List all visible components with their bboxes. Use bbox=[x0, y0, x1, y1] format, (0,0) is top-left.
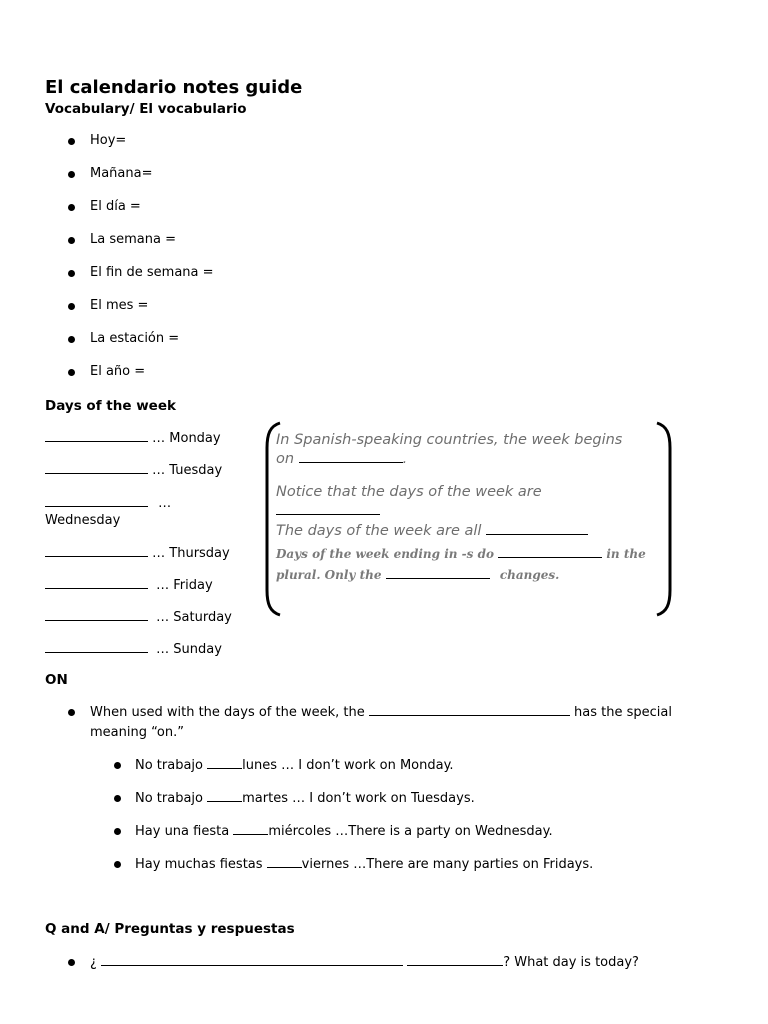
list-item bbox=[45, 430, 221, 446]
list-item bbox=[45, 495, 171, 511]
list-item: La semana = bbox=[90, 232, 176, 247]
answer-blank[interactable] bbox=[45, 577, 148, 589]
answer-blank[interactable] bbox=[101, 954, 403, 966]
day-label: … Saturday bbox=[156, 610, 232, 625]
list-item bbox=[135, 757, 454, 773]
days-heading: Days of the week bbox=[45, 398, 176, 414]
answer-blank[interactable] bbox=[386, 567, 490, 579]
on-heading: ON bbox=[45, 672, 68, 688]
bullet-icon bbox=[68, 171, 75, 178]
bullet-icon bbox=[114, 762, 121, 769]
answer-blank[interactable] bbox=[276, 503, 380, 515]
list-item: La estación = bbox=[90, 331, 180, 346]
answer-blank[interactable] bbox=[45, 545, 148, 557]
bullet-icon bbox=[114, 828, 121, 835]
on-rule-line-2: meaning “on.” bbox=[90, 725, 184, 740]
list-item: Mañana= bbox=[90, 166, 153, 181]
rule-text: has the special bbox=[574, 705, 672, 720]
answer-blank[interactable] bbox=[299, 451, 403, 463]
box-line-5 bbox=[276, 546, 646, 561]
qa-text: ? What day is today? bbox=[503, 955, 639, 970]
box-text: . bbox=[402, 451, 408, 467]
list-item: El día = bbox=[90, 199, 141, 214]
qa-text: ¿ bbox=[90, 955, 102, 970]
list-item bbox=[45, 462, 222, 478]
example-text: No trabajo bbox=[135, 758, 208, 773]
answer-blank[interactable] bbox=[45, 430, 148, 442]
answer-blank[interactable] bbox=[45, 641, 148, 653]
on-rule-line bbox=[90, 704, 672, 720]
answer-blank[interactable] bbox=[45, 495, 148, 507]
bullet-icon bbox=[68, 237, 75, 244]
example-text: lunes … I don’t work on Monday. bbox=[242, 758, 454, 773]
list-item bbox=[45, 609, 232, 625]
answer-blank[interactable] bbox=[486, 523, 588, 535]
example-text: miércoles …There is a party on Wednesday. bbox=[268, 824, 553, 839]
bullet-icon bbox=[68, 369, 75, 376]
box-text: changes. bbox=[499, 568, 560, 582]
example-text: No trabajo bbox=[135, 791, 208, 806]
box-line-3-blank-row bbox=[276, 503, 380, 519]
box-text: Days of the week ending in -s do bbox=[276, 547, 494, 561]
answer-blank[interactable] bbox=[267, 856, 302, 868]
list-item bbox=[45, 545, 230, 561]
day-label: … Friday bbox=[156, 578, 213, 593]
list-item bbox=[135, 790, 475, 806]
answer-blank[interactable] bbox=[45, 609, 148, 621]
page-title: El calendario notes guide bbox=[45, 77, 303, 98]
bullet-icon bbox=[68, 959, 75, 966]
day-label: … Tuesday bbox=[152, 463, 223, 478]
vocab-heading: Vocabulary/ El vocabulario bbox=[45, 101, 247, 117]
day-label: … bbox=[158, 496, 172, 511]
day-label: … Monday bbox=[152, 431, 221, 446]
day-label: … Sunday bbox=[156, 642, 222, 657]
bullet-icon bbox=[68, 336, 75, 343]
bullet-icon bbox=[114, 861, 121, 868]
box-line-3: Notice that the days of the week are bbox=[276, 484, 542, 500]
list-item: El mes = bbox=[90, 298, 149, 313]
bullet-icon bbox=[68, 138, 75, 145]
qa-heading: Q and A/ Preguntas y respuestas bbox=[45, 921, 295, 937]
answer-blank[interactable] bbox=[207, 757, 242, 769]
box-line-1: In Spanish-speaking countries, the week begins bbox=[276, 432, 623, 448]
list-item: Hoy= bbox=[90, 133, 127, 148]
answer-blank[interactable] bbox=[498, 546, 602, 558]
box-line-6 bbox=[276, 567, 559, 582]
box-line-2 bbox=[276, 451, 407, 467]
answer-blank[interactable] bbox=[407, 954, 503, 966]
list-item: El fin de semana = bbox=[90, 265, 214, 280]
list-item bbox=[135, 823, 553, 839]
bullet-icon bbox=[68, 204, 75, 211]
box-line-4 bbox=[276, 523, 588, 539]
rule-text: When used with the days of the week, the bbox=[90, 705, 365, 720]
answer-blank[interactable] bbox=[233, 823, 268, 835]
example-text: Hay una fiesta bbox=[135, 824, 234, 839]
box-text: plural. Only the bbox=[276, 568, 382, 582]
list-item bbox=[45, 641, 222, 657]
box-text: in the bbox=[606, 547, 646, 561]
example-text: martes … I don’t work on Tuesdays. bbox=[242, 791, 475, 806]
box-text: on bbox=[276, 451, 295, 467]
bullet-icon bbox=[114, 795, 121, 802]
box-text: The days of the week are all bbox=[276, 523, 482, 539]
answer-blank[interactable] bbox=[45, 462, 148, 474]
bullet-icon bbox=[68, 270, 75, 277]
right-bracket-icon bbox=[655, 420, 675, 618]
day-label: … Thursday bbox=[152, 546, 230, 561]
answer-blank[interactable] bbox=[369, 704, 570, 716]
example-text: Hay muchas fiestas bbox=[135, 857, 267, 872]
example-text: viernes …There are many parties on Fridays. bbox=[301, 857, 594, 872]
list-item bbox=[45, 577, 213, 593]
left-bracket-icon bbox=[262, 420, 282, 618]
list-item: El año = bbox=[90, 364, 146, 379]
bullet-icon bbox=[68, 709, 75, 716]
qa-item bbox=[90, 954, 639, 970]
answer-blank[interactable] bbox=[207, 790, 242, 802]
list-item bbox=[135, 856, 593, 872]
day-label: Wednesday bbox=[45, 513, 121, 528]
bullet-icon bbox=[68, 303, 75, 310]
